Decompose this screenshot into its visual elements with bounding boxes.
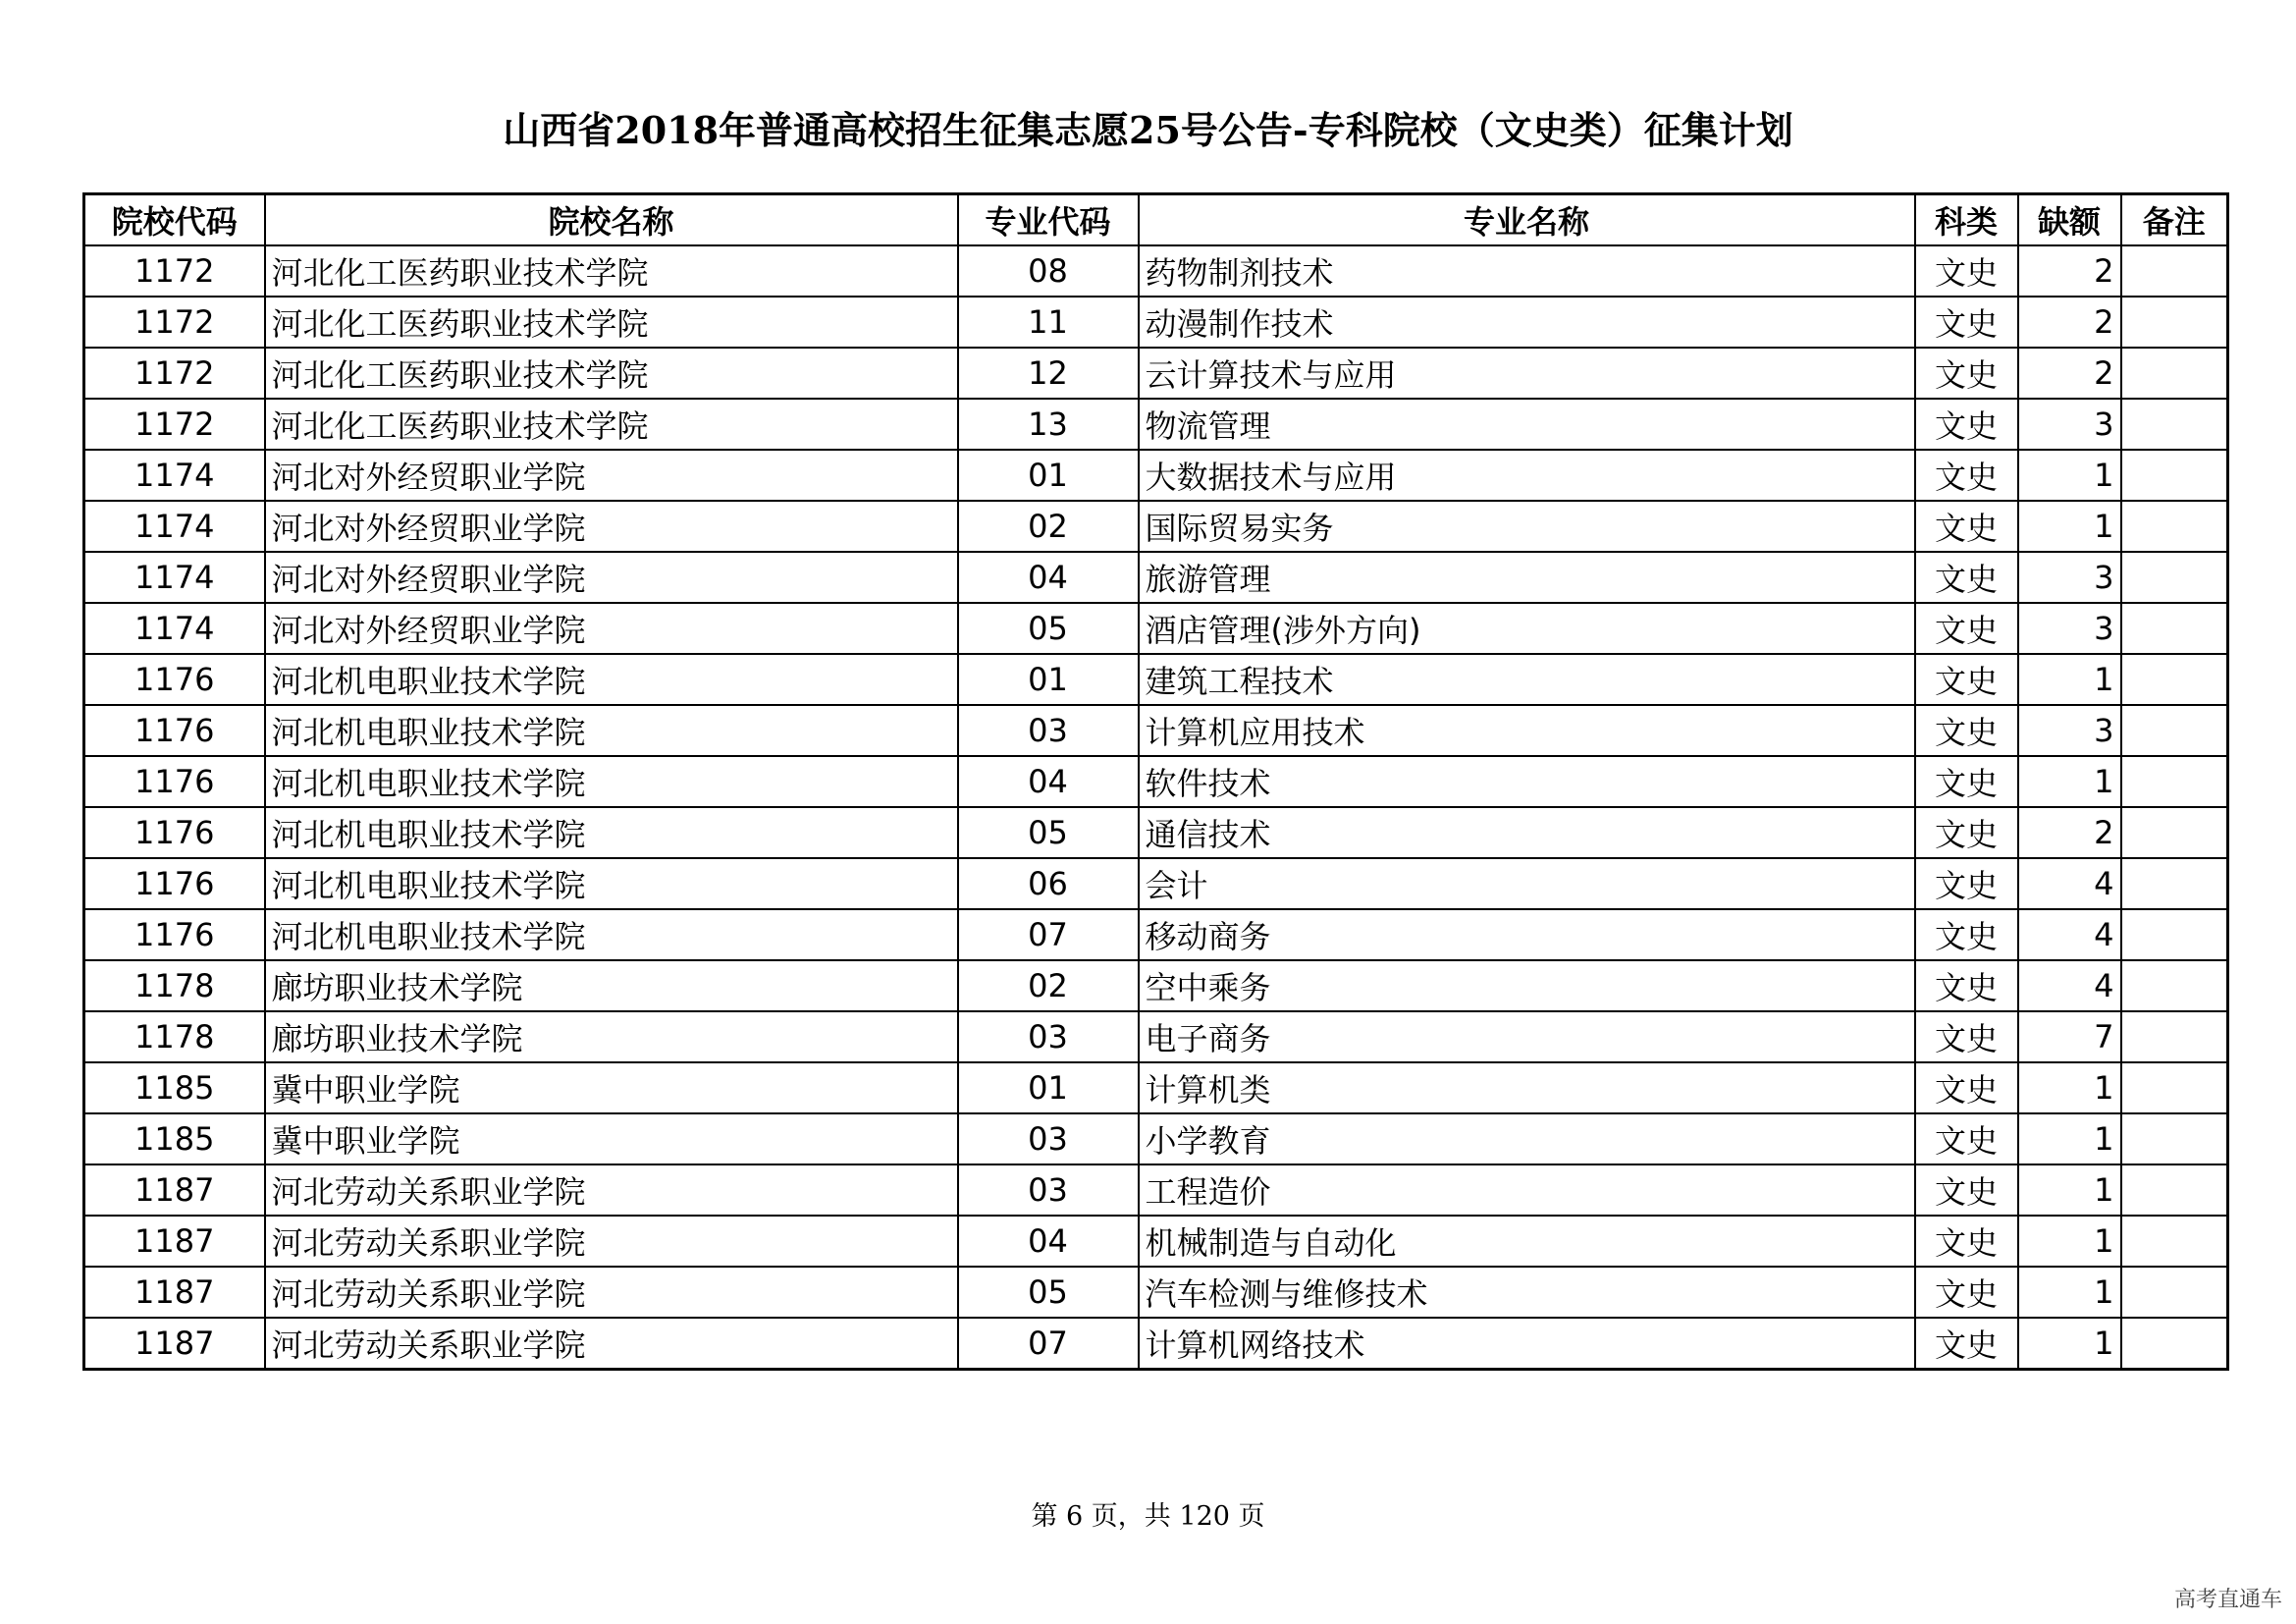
cell-vacancies: 1 [2018, 1062, 2121, 1113]
cell-major-name: 物流管理 [1139, 399, 1915, 450]
cell-remarks [2121, 705, 2228, 756]
cell-category: 文史 [1915, 909, 2018, 960]
cell-category: 文史 [1915, 1011, 2018, 1062]
cell-major-code: 03 [958, 1011, 1139, 1062]
table-row [84, 603, 2228, 654]
table-row [84, 552, 2228, 603]
cell-remarks [2121, 245, 2228, 297]
cell-category: 文史 [1915, 705, 2018, 756]
cell-vacancies: 1 [2018, 1164, 2121, 1216]
cell-remarks [2121, 1062, 2228, 1113]
table-header-row [84, 194, 2228, 246]
header-remarks: 备注 [2121, 194, 2228, 246]
table-row [84, 297, 2228, 348]
cell-vacancies: 1 [2018, 501, 2121, 552]
cell-school-name: 河北机电职业技术学院 [265, 909, 958, 960]
cell-vacancies: 4 [2018, 960, 2121, 1011]
cell-school-name: 河北机电职业技术学院 [265, 654, 958, 705]
cell-category: 文史 [1915, 654, 2018, 705]
cell-school-code: 1178 [84, 1011, 265, 1062]
cell-category: 文史 [1915, 807, 2018, 858]
cell-major-name: 机械制造与自动化 [1139, 1216, 1915, 1267]
cell-category: 文史 [1915, 297, 2018, 348]
cell-major-code: 01 [958, 450, 1139, 501]
cell-remarks [2121, 450, 2228, 501]
table-row [84, 1062, 2228, 1113]
cell-major-name: 计算机网络技术 [1139, 1318, 1915, 1370]
cell-major-name: 空中乘务 [1139, 960, 1915, 1011]
cell-major-code: 05 [958, 603, 1139, 654]
table-row [84, 960, 2228, 1011]
cell-school-code: 1176 [84, 654, 265, 705]
cell-major-name: 汽车检测与维修技术 [1139, 1267, 1915, 1318]
cell-major-code: 12 [958, 348, 1139, 399]
cell-remarks [2121, 858, 2228, 909]
cell-major-name: 会计 [1139, 858, 1915, 909]
cell-major-name: 大数据技术与应用 [1139, 450, 1915, 501]
header-major-code: 专业代码 [958, 194, 1139, 246]
cell-school-code: 1187 [84, 1267, 265, 1318]
cell-major-code: 04 [958, 1216, 1139, 1267]
cell-remarks [2121, 807, 2228, 858]
cell-school-code: 1174 [84, 501, 265, 552]
page-number: 第 6 页，共 120 页 [1031, 1501, 1265, 1532]
cell-category: 文史 [1915, 1164, 2018, 1216]
cell-school-name: 河北化工医药职业技术学院 [265, 297, 958, 348]
cell-school-code: 1176 [84, 858, 265, 909]
cell-vacancies: 3 [2018, 705, 2121, 756]
cell-major-name: 电子商务 [1139, 1011, 1915, 1062]
cell-major-name: 动漫制作技术 [1139, 297, 1915, 348]
cell-major-code: 04 [958, 552, 1139, 603]
cell-category: 文史 [1915, 348, 2018, 399]
cell-category: 文史 [1915, 1267, 2018, 1318]
table-row [84, 399, 2228, 450]
cell-vacancies: 7 [2018, 1011, 2121, 1062]
cell-school-name: 河北对外经贸职业学院 [265, 603, 958, 654]
cell-major-name: 工程造价 [1139, 1164, 1915, 1216]
cell-vacancies: 1 [2018, 1318, 2121, 1370]
page-title: 山西省2018年普通高校招生征集志愿25号公告-专科院校（文史类）征集计划 [503, 108, 1793, 152]
cell-category: 文史 [1915, 1062, 2018, 1113]
cell-school-name: 冀中职业学院 [265, 1062, 958, 1113]
cell-remarks [2121, 1011, 2228, 1062]
header-major-name: 专业名称 [1139, 194, 1915, 246]
cell-category: 文史 [1915, 858, 2018, 909]
table-row [84, 1164, 2228, 1216]
cell-school-name: 河北化工医药职业技术学院 [265, 348, 958, 399]
cell-category: 文史 [1915, 1318, 2018, 1370]
table-row [84, 909, 2228, 960]
cell-vacancies: 1 [2018, 1216, 2121, 1267]
table-row [84, 245, 2228, 297]
cell-major-code: 01 [958, 654, 1139, 705]
cell-category: 文史 [1915, 245, 2018, 297]
cell-major-code: 03 [958, 1113, 1139, 1164]
table-row [84, 756, 2228, 807]
cell-school-name: 河北化工医药职业技术学院 [265, 245, 958, 297]
cell-school-name: 河北机电职业技术学院 [265, 858, 958, 909]
cell-school-code: 1178 [84, 960, 265, 1011]
cell-major-code: 11 [958, 297, 1139, 348]
cell-major-code: 02 [958, 501, 1139, 552]
cell-school-code: 1172 [84, 245, 265, 297]
cell-school-name: 廊坊职业技术学院 [265, 1011, 958, 1062]
table-row [84, 807, 2228, 858]
cell-school-name: 河北机电职业技术学院 [265, 756, 958, 807]
cell-vacancies: 1 [2018, 756, 2121, 807]
cell-major-code: 02 [958, 960, 1139, 1011]
table-row [84, 1318, 2228, 1370]
cell-major-code: 03 [958, 1164, 1139, 1216]
cell-remarks [2121, 1113, 2228, 1164]
cell-remarks [2121, 297, 2228, 348]
cell-remarks [2121, 348, 2228, 399]
cell-school-code: 1187 [84, 1318, 265, 1370]
cell-school-code: 1172 [84, 348, 265, 399]
cell-category: 文史 [1915, 501, 2018, 552]
cell-remarks [2121, 1267, 2228, 1318]
table-row [84, 501, 2228, 552]
cell-school-name: 河北劳动关系职业学院 [265, 1216, 958, 1267]
watermark-text: 高考直通车 [2173, 1588, 2282, 1612]
cell-vacancies: 2 [2018, 807, 2121, 858]
cell-school-code: 1176 [84, 756, 265, 807]
cell-category: 文史 [1915, 1216, 2018, 1267]
cell-category: 文史 [1915, 1113, 2018, 1164]
cell-school-name: 河北劳动关系职业学院 [265, 1164, 958, 1216]
cell-vacancies: 1 [2018, 1267, 2121, 1318]
cell-major-code: 07 [958, 1318, 1139, 1370]
table-body [84, 245, 2228, 1370]
cell-major-name: 移动商务 [1139, 909, 1915, 960]
cell-remarks [2121, 1318, 2228, 1370]
cell-school-code: 1174 [84, 450, 265, 501]
cell-major-name: 小学教育 [1139, 1113, 1915, 1164]
cell-school-code: 1174 [84, 552, 265, 603]
table-row [84, 450, 2228, 501]
cell-school-code: 1174 [84, 603, 265, 654]
cell-school-name: 冀中职业学院 [265, 1113, 958, 1164]
cell-major-name: 计算机类 [1139, 1062, 1915, 1113]
cell-remarks [2121, 654, 2228, 705]
cell-category: 文史 [1915, 756, 2018, 807]
cell-school-code: 1187 [84, 1216, 265, 1267]
cell-major-name: 建筑工程技术 [1139, 654, 1915, 705]
cell-vacancies: 4 [2018, 909, 2121, 960]
table-row [84, 1011, 2228, 1062]
header-category: 科类 [1915, 194, 2018, 246]
cell-school-code: 1176 [84, 705, 265, 756]
cell-category: 文史 [1915, 450, 2018, 501]
cell-school-code: 1187 [84, 1164, 265, 1216]
table-row [84, 1113, 2228, 1164]
cell-school-name: 河北劳动关系职业学院 [265, 1267, 958, 1318]
cell-category: 文史 [1915, 960, 2018, 1011]
header-school-name: 院校名称 [265, 194, 958, 246]
cell-vacancies: 3 [2018, 399, 2121, 450]
cell-remarks [2121, 501, 2228, 552]
cell-remarks [2121, 909, 2228, 960]
cell-major-code: 13 [958, 399, 1139, 450]
cell-vacancies: 3 [2018, 552, 2121, 603]
cell-school-code: 1185 [84, 1113, 265, 1164]
header-school-code: 院校代码 [84, 194, 265, 246]
cell-school-code: 1172 [84, 399, 265, 450]
cell-major-code: 07 [958, 909, 1139, 960]
cell-category: 文史 [1915, 552, 2018, 603]
table-row [84, 705, 2228, 756]
cell-remarks [2121, 399, 2228, 450]
cell-vacancies: 2 [2018, 245, 2121, 297]
cell-major-code: 08 [958, 245, 1139, 297]
cell-major-name: 通信技术 [1139, 807, 1915, 858]
table-row [84, 1267, 2228, 1318]
cell-major-name: 国际贸易实务 [1139, 501, 1915, 552]
cell-school-code: 1176 [84, 909, 265, 960]
cell-major-code: 01 [958, 1062, 1139, 1113]
cell-remarks [2121, 1164, 2228, 1216]
enrollment-plan-table [82, 192, 2229, 1371]
cell-remarks [2121, 756, 2228, 807]
cell-major-name: 旅游管理 [1139, 552, 1915, 603]
cell-school-code: 1176 [84, 807, 265, 858]
cell-school-name: 河北对外经贸职业学院 [265, 450, 958, 501]
cell-remarks [2121, 603, 2228, 654]
cell-major-code: 05 [958, 1267, 1139, 1318]
cell-major-name: 酒店管理(涉外方向) [1139, 603, 1915, 654]
cell-major-name: 药物制剂技术 [1139, 245, 1915, 297]
cell-school-name: 河北对外经贸职业学院 [265, 552, 958, 603]
header-vacancies: 缺额 [2018, 194, 2121, 246]
cell-vacancies: 2 [2018, 348, 2121, 399]
cell-major-name: 软件技术 [1139, 756, 1915, 807]
cell-vacancies: 1 [2018, 1113, 2121, 1164]
cell-vacancies: 2 [2018, 297, 2121, 348]
table-row [84, 348, 2228, 399]
table-row [84, 858, 2228, 909]
cell-vacancies: 4 [2018, 858, 2121, 909]
cell-category: 文史 [1915, 399, 2018, 450]
cell-school-code: 1185 [84, 1062, 265, 1113]
cell-major-name: 云计算技术与应用 [1139, 348, 1915, 399]
cell-school-code: 1172 [84, 297, 265, 348]
cell-school-name: 廊坊职业技术学院 [265, 960, 958, 1011]
cell-major-name: 计算机应用技术 [1139, 705, 1915, 756]
cell-vacancies: 3 [2018, 603, 2121, 654]
cell-remarks [2121, 960, 2228, 1011]
cell-vacancies: 1 [2018, 654, 2121, 705]
cell-school-name: 河北机电职业技术学院 [265, 807, 958, 858]
cell-school-name: 河北化工医药职业技术学院 [265, 399, 958, 450]
cell-school-name: 河北劳动关系职业学院 [265, 1318, 958, 1370]
cell-major-code: 06 [958, 858, 1139, 909]
cell-remarks [2121, 1216, 2228, 1267]
table-row [84, 654, 2228, 705]
cell-major-code: 05 [958, 807, 1139, 858]
table-row [84, 1216, 2228, 1267]
cell-major-code: 04 [958, 756, 1139, 807]
cell-school-name: 河北机电职业技术学院 [265, 705, 958, 756]
cell-school-name: 河北对外经贸职业学院 [265, 501, 958, 552]
cell-vacancies: 1 [2018, 450, 2121, 501]
cell-category: 文史 [1915, 603, 2018, 654]
cell-remarks [2121, 552, 2228, 603]
cell-major-code: 03 [958, 705, 1139, 756]
